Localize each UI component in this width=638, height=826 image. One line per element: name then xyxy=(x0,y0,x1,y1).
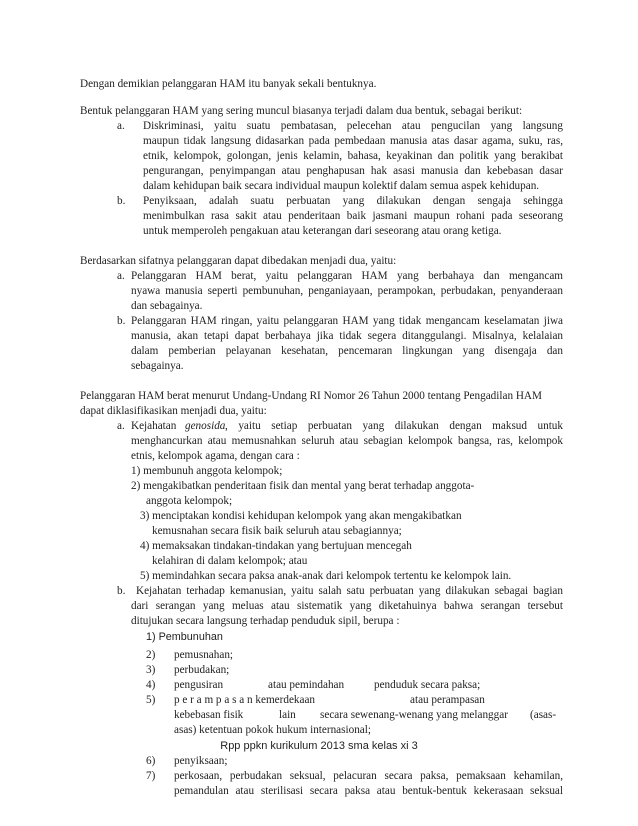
list-marker: 7) xyxy=(146,770,156,782)
text-line: lain xyxy=(279,709,296,721)
list-marker: a. xyxy=(117,270,125,282)
text-line: 3) menciptakan kondisi kehidupan kelompok yang akan mengakibatkan xyxy=(140,510,462,522)
text-line: ditujukan secara langsung terhadap penduduk sipil, berupa : xyxy=(131,615,400,627)
text-line: menghancurkan atau memusnahkan seluruh atau sebagian kelompok bangsa, ras, kelompok xyxy=(131,435,563,447)
text-line: Bentuk pelanggaran HAM yang sering muncul biasanya terjadi dalam dua bentuk, sebagai berikut: xyxy=(80,105,523,117)
text-line: Pelanggaran HAM berat menurut Undang-Undang RI Nomor 26 Tahun 2000 tentang Pengadilan HAM xyxy=(80,390,542,402)
text-line: menimbulkan rasa sakit atau penderitaan baik jasmani maupun rohani pada seseorang xyxy=(143,210,563,222)
list-marker: 6) xyxy=(146,755,156,767)
text-line: Dengan demikian pelanggaran HAM itu banyak sekali bentuknya. xyxy=(80,78,377,90)
text-line: dapat diklasifikasikan menjadi dua, yaitu: xyxy=(80,405,267,417)
text-line: Pelanggaran HAM berat, yaitu pelanggaran HAM yang berbahaya dan mengancam xyxy=(131,270,563,282)
text-line: kebebasan fisik xyxy=(174,709,244,721)
text-line: dan sebagainya. xyxy=(131,300,203,312)
text-line: pemandulan atau sterilisasi secara paksa atau bentuk-bentuk kekerasaan seksual xyxy=(174,785,563,797)
text-line: 2) mengakibatkan penderitaan fisik dan mental yang berat terhadap anggota- xyxy=(131,480,475,492)
text-line: pengusiran xyxy=(174,679,224,691)
text-line: pemusnahan; xyxy=(174,649,234,661)
text-line: untuk memperoleh pengakuan atau keterangan dari seseorang atau orang ketiga. xyxy=(143,225,502,237)
list-marker: b. xyxy=(117,585,126,597)
text-line: Kejahatan terhadap kemanusian, yaitu salah satu perbuatan yang dilakukan sebagai bagian xyxy=(136,585,563,597)
text-line: 1) Pembunuhan xyxy=(146,631,223,643)
text-line: Penyiksaan, adalah suatu perbuatan yang dilakukan dengan sengaja sehingga xyxy=(143,195,563,207)
text-line: nyawa manusia seperti pembunuhan, penganiayaan, perampokan, perbudakan, penyanderaan xyxy=(131,285,563,297)
text-line: perkosaan, perbudakan seksual, pelacuran secara paksa, pemaksaan kehamilan, xyxy=(174,770,563,782)
text-line: Kejahatan xyxy=(131,420,177,432)
text-line: asas) ketentuan pokok hukum internasional; xyxy=(174,724,371,736)
text-line: Pelanggaran HAM ringan, yaitu pelanggaran HAM yang tidak mengancam keselamatan jiwa xyxy=(131,315,563,327)
text-line-italic: genosida xyxy=(185,420,226,432)
text-line: sebagainya. xyxy=(131,360,184,372)
text-line: penyiksaan; xyxy=(174,755,228,767)
list-marker: a. xyxy=(117,120,125,132)
text-line: dalam kehidupan baik secara individual maupun kolektif dalam semua aspek kehidupan. xyxy=(143,180,540,192)
list-marker: 2) xyxy=(146,649,156,661)
page-footer: Rpp ppkn kurikulum 2013 sma kelas xi 3 xyxy=(220,740,418,752)
text-line: etnis, kelompok agama, dengan cara : xyxy=(131,450,300,462)
text-line: kemusnahan secara fisik baik seluruh atau sebagiannya; xyxy=(152,525,402,537)
text-line: (asas- xyxy=(530,709,557,721)
text-line: anggota kelompok; xyxy=(146,495,233,507)
text-line: pengurangan, penyimpangan atau penghapusan hak asasi manusia dan kebebasan dasar xyxy=(143,165,563,177)
text-line: secara sewenang-wenang yang melanggar xyxy=(320,709,508,721)
text-line: 1) membunuh anggota kelompok; xyxy=(131,465,283,477)
list-marker: b. xyxy=(117,195,126,207)
text-line: kelahiran di dalam kelompok; atau xyxy=(152,555,308,567)
list-marker: 5) xyxy=(146,694,156,706)
text-line: maupun tidak langsung didasarkan pada pembedaan manusia atas dasar agama, suku, ras, xyxy=(143,135,563,147)
list-marker: b. xyxy=(117,315,126,327)
text-line: dalam pemberian pelayanan kesehatan, pencemaran lingkungan yang disengaja dan xyxy=(131,345,563,357)
text-line: 4) memaksakan tindakan-tindakan yang bertujuan mencegah xyxy=(140,540,412,552)
text-line: dari serangan yang meluas atau sistematik yang diketahuinya bahwa serangan tersebut xyxy=(131,600,563,612)
text-line: penduduk secara paksa; xyxy=(374,679,481,691)
text-line: , yaitu setiap perbuatan yang dilakukan dengan maksud untuk xyxy=(225,420,563,432)
text-line: p e r a m p a s a n kemerdekaan xyxy=(174,694,316,706)
list-marker: 3) xyxy=(146,664,156,676)
text-line: manusia, akan tetapi dapat berbahaya jika tidak segera ditanggulangi. Misalnya, kelalaian xyxy=(131,330,563,342)
text-line: Berdasarkan sifatnya pelanggaran dapat dibedakan menjadi dua, yaitu: xyxy=(80,255,397,267)
text-line: etnik, kelompok, golongan, jenis kelamin, bahasa, keyakinan dan politik yang berakibat xyxy=(143,150,563,162)
text-line: Diskriminasi, yaitu suatu pembatasan, pelecehan atau pengucilan yang langsung xyxy=(143,120,563,132)
text-line: perbudakan; xyxy=(174,664,230,676)
text-line: atau perampasan xyxy=(410,694,485,706)
text-line: 5) memindahkan secara paksa anak-anak dari kelompok tertentu ke kelompok lain. xyxy=(140,570,512,582)
list-marker: 4) xyxy=(146,679,156,691)
list-marker: a. xyxy=(117,420,125,432)
text-line: atau pemindahan xyxy=(268,679,345,691)
